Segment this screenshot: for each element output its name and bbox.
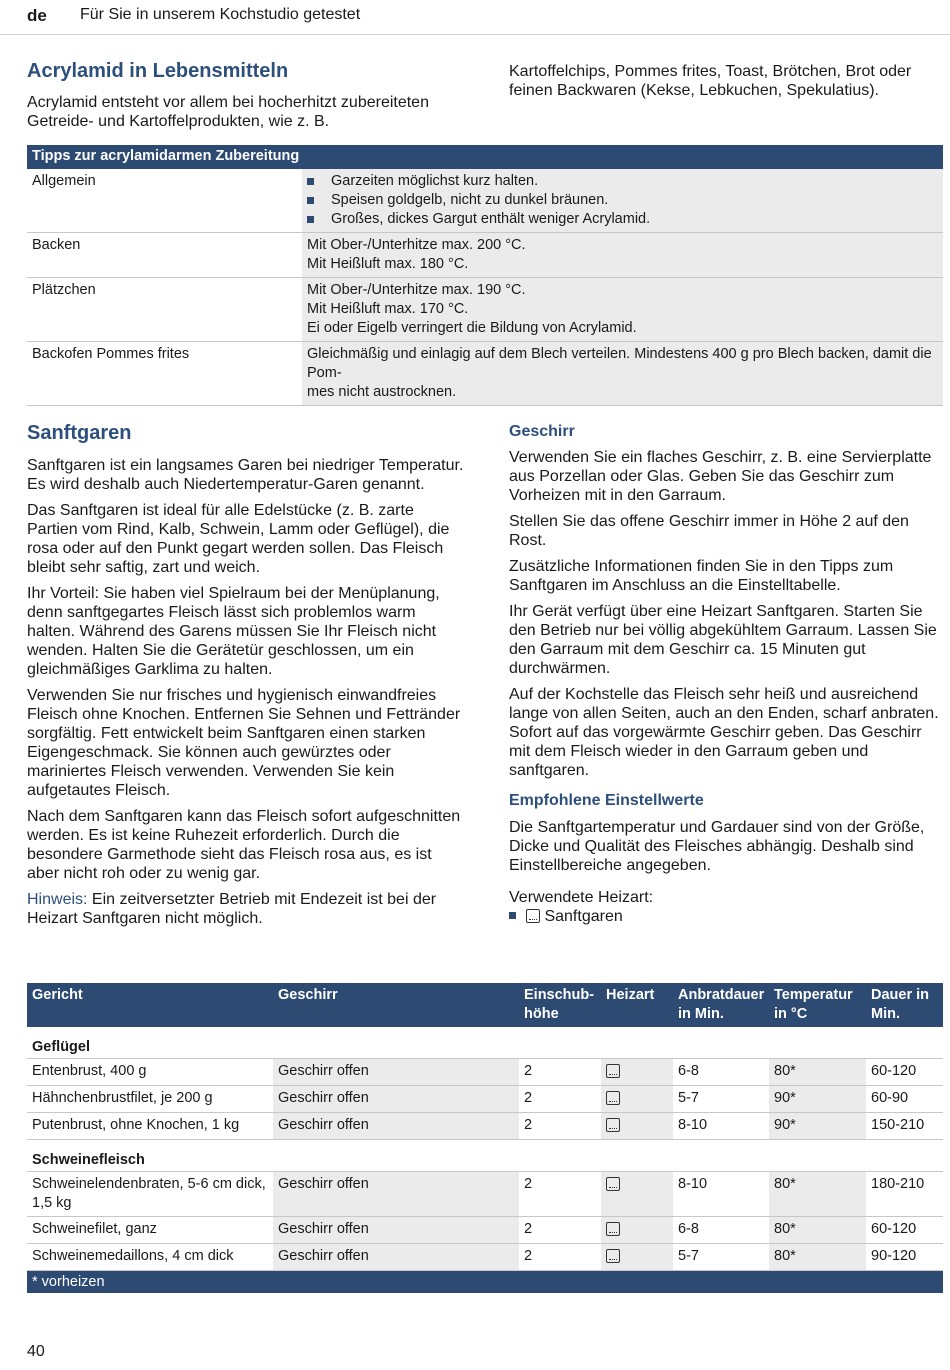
settings-cell: 60-120 <box>871 1221 917 1237</box>
settings-cell: 2 <box>524 1176 533 1192</box>
tips-line: Mit Ober-/Unterhitze max. 200 °C. <box>307 237 526 253</box>
sanftgaren-heading: Sanftgaren <box>27 422 132 444</box>
sanftgaren-body <box>27 456 467 935</box>
tips-row-content <box>302 278 943 341</box>
tips-row-label: Allgemein <box>32 173 96 189</box>
settings-row <box>27 1059 943 1086</box>
tips-table-header: Tipps zur acrylamidarmen Zubereitung <box>27 145 943 169</box>
sanftgaren-heat-icon <box>526 909 540 923</box>
tips-row <box>27 233 943 278</box>
sanftgaren-heat-icon <box>606 1118 620 1132</box>
sanftgaren-heat-icon <box>606 1177 620 1191</box>
settings-cell: 80* <box>769 1244 866 1270</box>
settings-row <box>27 1172 943 1217</box>
tips-bullet-item <box>307 191 938 210</box>
sanftgaren-heat-icon <box>606 1222 620 1236</box>
heizart-value: Sanftgaren <box>544 908 623 925</box>
geschirr-heading: Geschirr <box>509 423 575 440</box>
settings-cell: 8-10 <box>678 1176 708 1192</box>
tips-row <box>27 278 943 342</box>
settings-cell: 2 <box>524 1248 533 1264</box>
settings-cell: 2 <box>524 1221 533 1237</box>
header-divider <box>0 34 950 35</box>
settings-group-title: Schweinefleisch <box>27 1140 943 1172</box>
settings-cell: Geschirr offen <box>273 1217 519 1243</box>
settings-header-cell: Temperatur in °C <box>774 987 853 1022</box>
geschirr-paragraph: Stellen Sie das offene Geschirr immer in Höhe 2 auf den Rost. <box>509 513 909 549</box>
settings-cell: 5-7 <box>678 1248 699 1264</box>
bullet-icon <box>307 216 314 223</box>
settings-cell: Hähnchenbrustfilet, je 200 g <box>32 1090 213 1106</box>
hint-text: Ein zeitversetzter Betrieb mit Endezeit ist bei der Heizart Sanftgaren nicht möglich. <box>27 891 437 927</box>
settings-cell: 2 <box>524 1090 533 1106</box>
tips-row-content <box>302 233 943 277</box>
tips-bullet-text: Großes, dickes Gargut enthält weniger Acrylamid. <box>331 211 651 227</box>
sanftgaren-heat-icon <box>606 1064 620 1078</box>
geschirr-paragraph: Verwenden Sie ein flaches Geschirr, z. B. eine Servierplatte aus Porzellan oder Glas. Geben Sie das Geschirr zum Vorheizen mit in den Garraum. <box>509 449 932 504</box>
bullet-icon <box>307 197 314 204</box>
settings-cell: Schweinelendenbraten, 5-6 cm dick, 1,5 kg <box>32 1176 266 1211</box>
empfohlene-heading: Empfohlene Einstellwerte <box>509 792 704 809</box>
settings-cell: Schweinemedaillons, 4 cm dick <box>32 1248 234 1264</box>
sanftgaren-paragraph: Sanftgaren ist ein langsames Garen bei niedriger Temperatur. Es wird deshalb auch Niedertemperatur-Garen genannt. <box>27 457 464 493</box>
settings-group-title: Geflügel <box>27 1027 943 1059</box>
hint-label: Hinweis: <box>27 891 88 908</box>
sanftgaren-heat-icon <box>606 1091 620 1105</box>
settings-cell: 2 <box>524 1117 533 1133</box>
settings-cell <box>601 1113 673 1139</box>
tips-row-content <box>302 342 943 405</box>
heizart-item <box>509 907 623 926</box>
page-number: 40 <box>27 1343 45 1360</box>
settings-footnote: * vorheizen <box>27 1271 943 1293</box>
settings-cell: 2 <box>524 1063 533 1079</box>
settings-cell <box>601 1086 673 1112</box>
settings-cell: 60-120 <box>871 1063 917 1079</box>
empfohlene-text: Die Sanftgartemperatur und Gardauer sind von der Größe, Dicke und Qualität des Fleisches abhängig. Deshalb sind Einstellbereiche angegeben. <box>509 819 925 874</box>
settings-cell: Schweinefilet, ganz <box>32 1221 157 1237</box>
settings-cell: 80* <box>769 1059 866 1085</box>
tips-row <box>27 169 943 233</box>
tips-bullet-item <box>307 210 938 229</box>
settings-row <box>27 1217 943 1244</box>
settings-cell: 180-210 <box>871 1176 925 1192</box>
settings-cell: 5-7 <box>678 1090 699 1106</box>
tips-bullet-text: Garzeiten möglichst kurz halten. <box>331 173 539 189</box>
tips-table <box>27 145 943 406</box>
sanftgaren-heat-icon <box>606 1249 620 1263</box>
settings-cell <box>601 1217 673 1243</box>
settings-cell: Geschirr offen <box>273 1059 519 1085</box>
bullet-icon <box>307 178 314 185</box>
settings-cell: Putenbrust, ohne Knochen, 1 kg <box>32 1117 240 1133</box>
settings-cell <box>601 1172 673 1216</box>
settings-cell: Geschirr offen <box>273 1113 519 1139</box>
settings-cell: 6-8 <box>678 1221 699 1237</box>
tips-bullet-list <box>307 172 938 229</box>
tips-row-label: Backen <box>32 237 81 253</box>
geschirr-paragraph: Auf der Kochstelle das Fleisch sehr heiß und ausreichend lange von allen Seiten, auch an den Enden, scharf anbraten. Sofort auf das vorgewärmte Geschirr geben. Das Geschirr mit dem Fleisch wieder in den Garraum geben und sanftgaren. <box>509 686 939 779</box>
tips-line: mes nicht austrocknen. <box>307 384 457 400</box>
settings-cell: 150-210 <box>871 1117 925 1133</box>
settings-cell: 90* <box>769 1113 866 1139</box>
settings-cell: 8-10 <box>678 1117 708 1133</box>
tips-row-label: Plätzchen <box>32 282 96 298</box>
settings-header-row <box>27 983 943 1027</box>
sanftgaren-paragraph: Nach dem Sanftgaren kann das Fleisch sofort aufgeschnitten werden. Es ist keine Ruhezeit erforderlich. Durch die besondere Garmethode sieht das Fleisch rosa aus, es ist aber nicht roh oder zu wenig gar. <box>27 808 461 882</box>
sanftgaren-paragraph: Verwenden Sie nur frisches und hygienisch einwandfreies Fleisch ohne Knochen. Entfernen Sie Sehnen und Fettränder sorgfältig. Fett entwickelt beim Sanftgaren einen starken Eigengeschmack. Sie können auch gewürztes oder mariniertes Fleisch verwenden. Verwenden Sie kein aufgetautes Fleisch. <box>27 687 461 799</box>
settings-cell: Geschirr offen <box>273 1172 519 1216</box>
settings-header-cell: Geschirr <box>278 987 338 1003</box>
settings-cell: Geschirr offen <box>273 1086 519 1112</box>
acrylamid-text-left: Acrylamid entsteht vor allem bei hocherhitzt zubereiteten Getreide- und Kartoffelprodukten, wie z. B. <box>27 94 429 130</box>
tips-row-label: Backofen Pommes frites <box>32 346 190 362</box>
settings-row <box>27 1113 943 1140</box>
language-code: de <box>27 6 47 25</box>
settings-cell: 80* <box>769 1172 866 1216</box>
running-title: Für Sie in unserem Kochstudio getestet <box>80 6 361 23</box>
settings-header-cell: Dauer in Min. <box>871 987 930 1022</box>
settings-table <box>27 983 943 1293</box>
sanftgaren-paragraph: Ihr Vorteil: Sie haben viel Spielraum bei der Menüplanung, denn sanftgegartes Fleisch lässt sich problemlos warm halten. Während des Garens müssen Sie Ihr Fleisch nicht wenden. Halten Sie die Gerätetür geschlossen, um ein gleichmäßiges Garklima zu halten. <box>27 585 440 678</box>
settings-cell: 90* <box>769 1086 866 1112</box>
settings-header-cell: Anbratdauer in Min. <box>678 987 765 1022</box>
heizart-label: Verwendete Heizart: <box>509 889 654 906</box>
settings-cell: Geschirr offen <box>273 1244 519 1270</box>
bullet-icon <box>509 912 516 919</box>
settings-header-cell: Gericht <box>32 987 83 1003</box>
acrylamid-text-right: Kartoffelchips, Pommes frites, Toast, Brötchen, Brot oder feinen Backwaren (Kekse, Lebkuchen, Spekulatius). <box>509 63 912 99</box>
geschirr-paragraph: Ihr Gerät verfügt über eine Heizart Sanftgaren. Starten Sie den Betrieb nur bei völlig abgekühltem Garraum. Lassen Sie den Garraum mit dem Geschirr ca. 15 Minuten gut durchwärmen. <box>509 603 937 677</box>
tips-row-content <box>302 169 943 232</box>
settings-header-cell: Einschub- höhe <box>524 987 595 1022</box>
sanftgaren-paragraph: Das Sanftgaren ist ideal für alle Edelstücke (z. B. zarte Partien vom Rind, Kalb, Schwein, Lamm oder Geflügel), die rosa oder auf den Punkt gegart werden sollen. Das Fleisch bleibt sehr saftig, zart und weich. <box>27 502 450 576</box>
tips-bullet-item <box>307 172 938 191</box>
tips-bullet-text: Speisen goldgelb, nicht zu dunkel bräunen. <box>331 192 609 208</box>
settings-cell: Entenbrust, 400 g <box>32 1063 147 1079</box>
geschirr-paragraph: Zusätzliche Informationen finden Sie in den Tipps zum Sanftgaren im Anschluss an die Einstelltabelle. <box>509 558 894 594</box>
geschirr-body <box>509 448 941 787</box>
tips-row <box>27 342 943 406</box>
settings-row <box>27 1244 943 1271</box>
tips-line: Gleichmäßig und einlagig auf dem Blech verteilen. Mindestens 400 g pro Blech backen, damit die Pom- <box>307 346 932 381</box>
hint-paragraph <box>27 890 467 928</box>
settings-row <box>27 1086 943 1113</box>
settings-header-cell: Heizart <box>606 987 655 1003</box>
tips-line: Mit Ober-/Unterhitze max. 190 °C. <box>307 282 526 298</box>
tips-line: Mit Heißluft max. 170 °C. <box>307 301 469 317</box>
tips-line: Ei oder Eigelb verringert die Bildung von Acrylamid. <box>307 320 637 336</box>
tips-line: Mit Heißluft max. 180 °C. <box>307 256 469 272</box>
settings-cell: 90-120 <box>871 1248 917 1264</box>
acrylamid-heading: Acrylamid in Lebensmitteln <box>27 60 289 82</box>
settings-cell <box>601 1059 673 1085</box>
settings-cell: 6-8 <box>678 1063 699 1079</box>
settings-cell: 80* <box>769 1217 866 1243</box>
settings-cell <box>601 1244 673 1270</box>
settings-cell: 60-90 <box>871 1090 909 1106</box>
